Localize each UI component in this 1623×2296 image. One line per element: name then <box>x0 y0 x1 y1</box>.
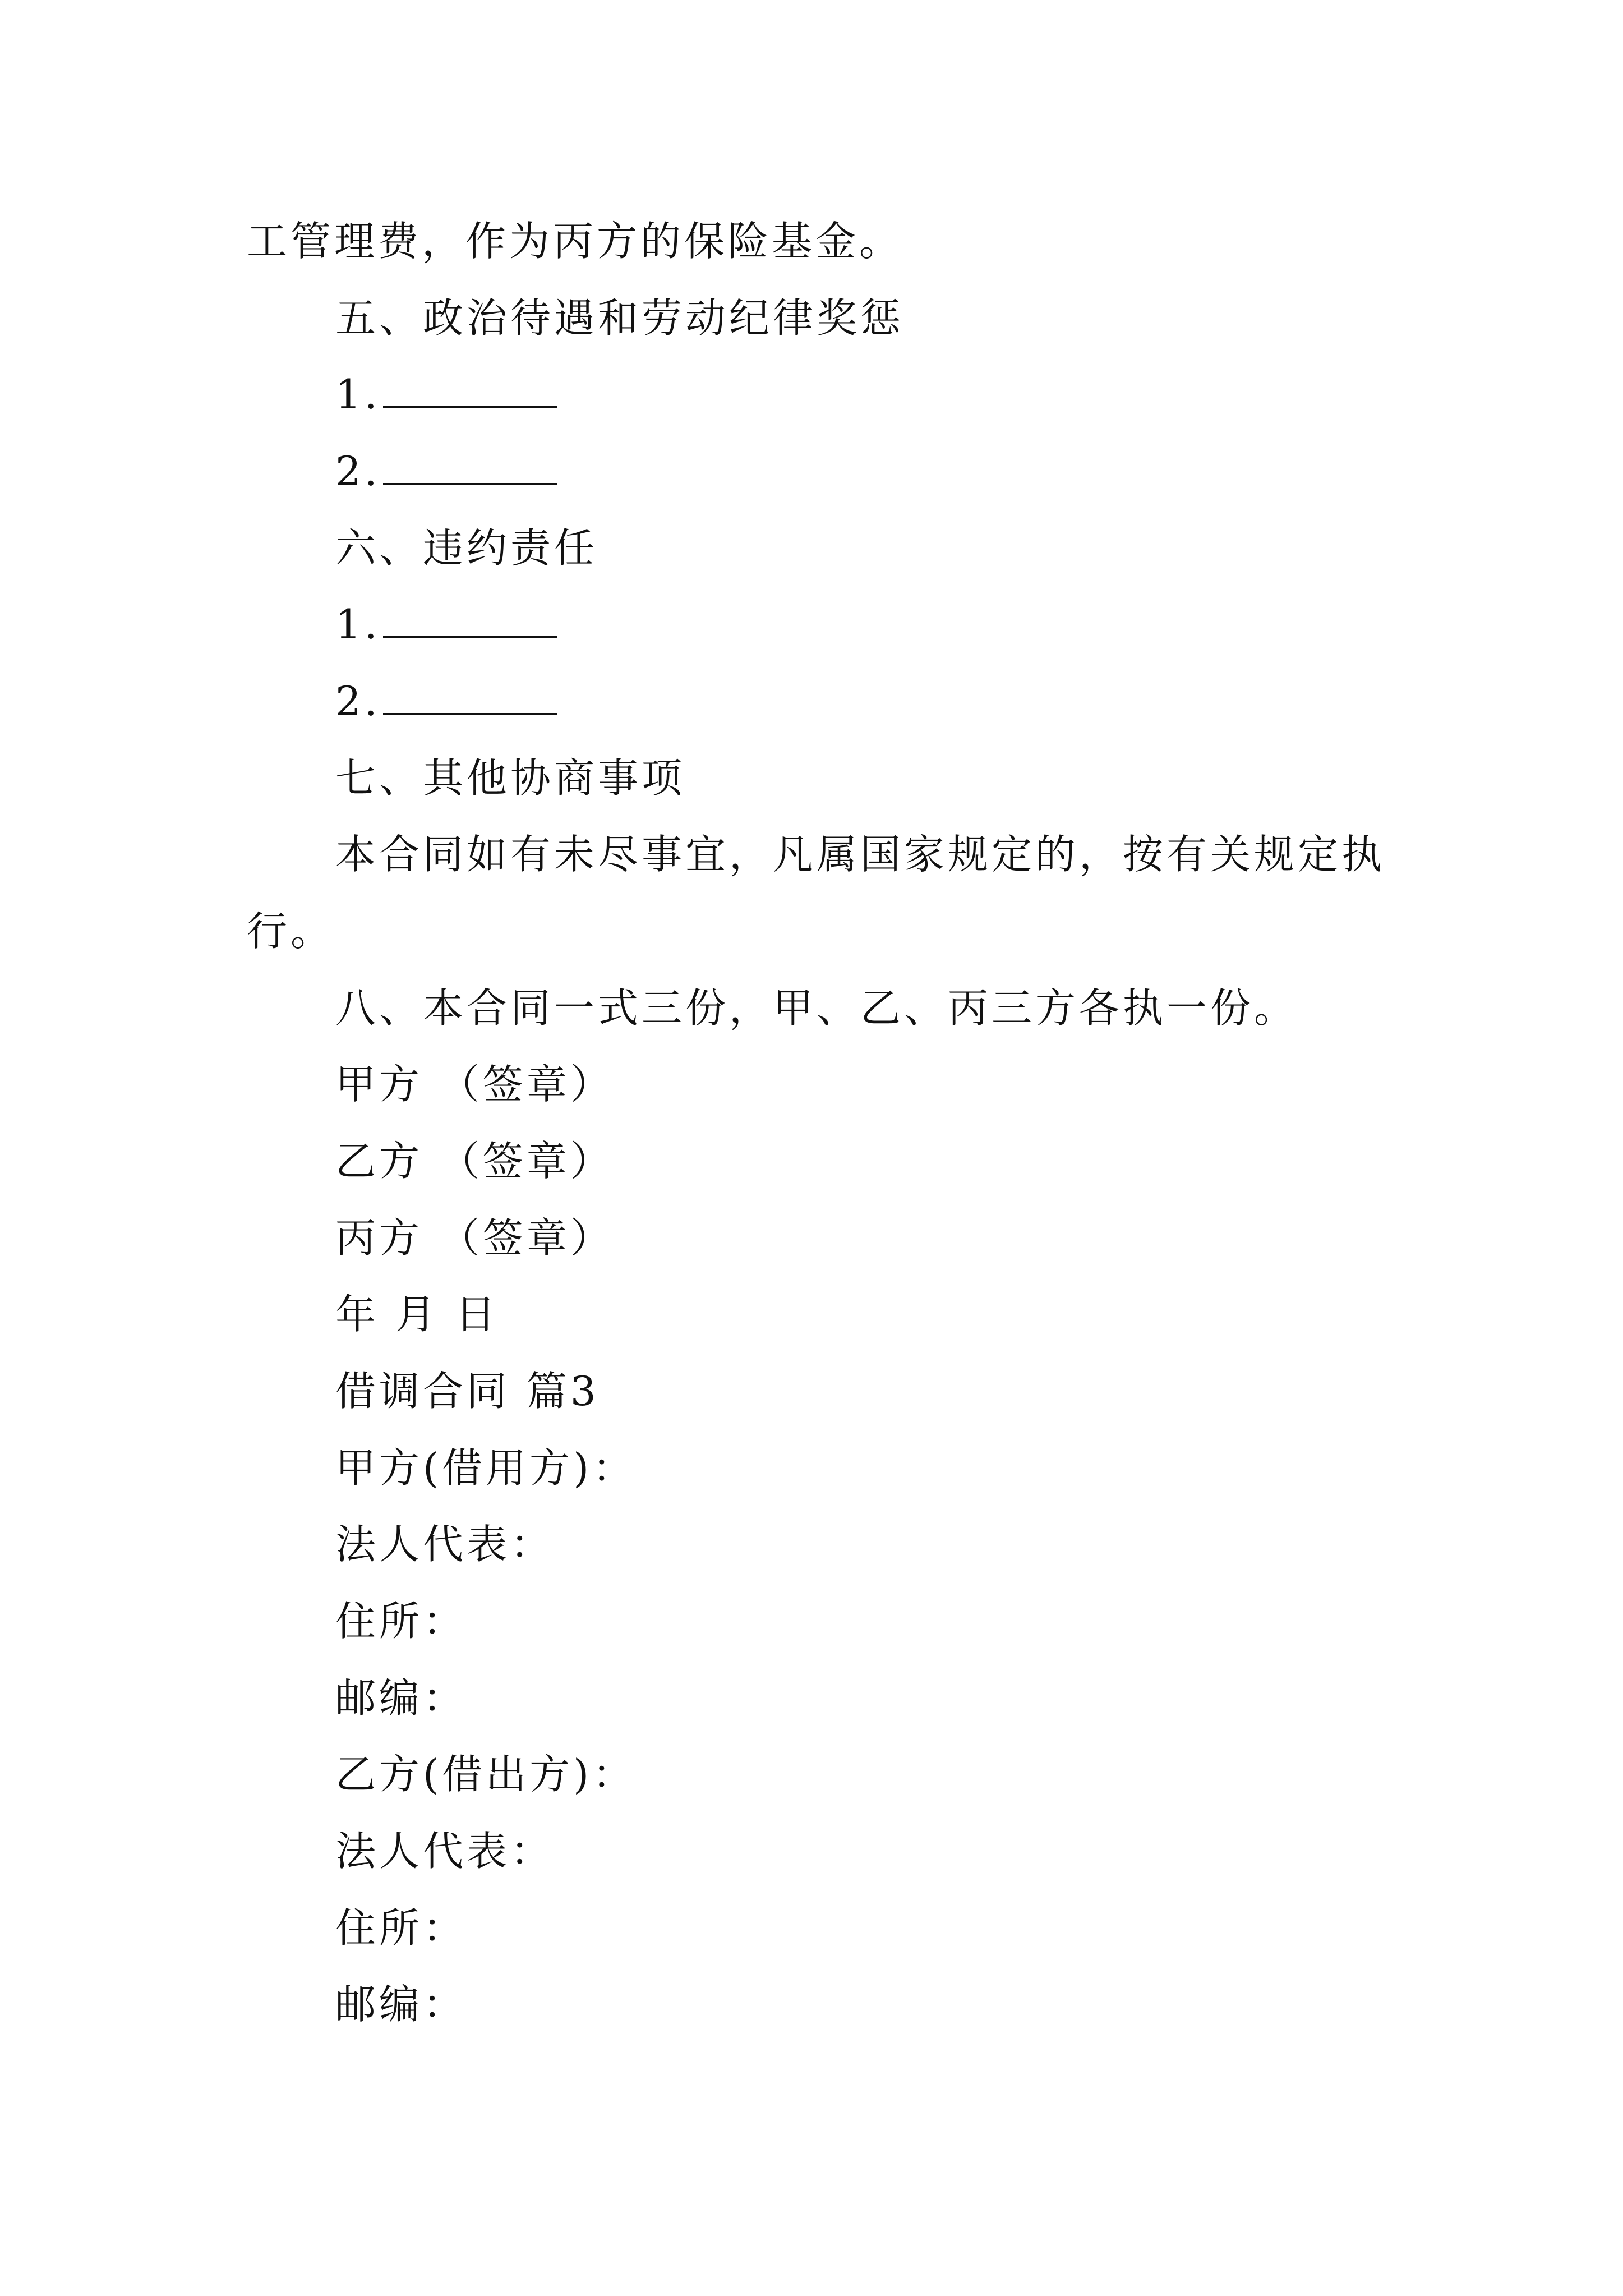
party-a-label: 甲方(借用方)： <box>335 1444 637 1492</box>
item-number: 1. <box>335 601 381 648</box>
party-a-postcode: 邮编： <box>335 1674 467 1722</box>
section-heading-5: 五、政治待遇和劳动纪律奖惩 <box>335 295 905 342</box>
fill-in-blank <box>383 372 557 408</box>
signature-line-party-a: 甲方 （签章） <box>335 1061 614 1108</box>
paragraph-text: 本合同如有未尽事宜，凡属国家规定的，按有关规定执 <box>335 831 1386 878</box>
blank-item-5-2 <box>335 446 557 496</box>
party-b-legal-rep: 法人代表： <box>335 1828 555 1875</box>
party-b-label: 乙方(借出方)： <box>335 1751 637 1798</box>
item-number: 2. <box>335 448 381 495</box>
blank-item-6-2 <box>335 676 557 726</box>
paragraph-continuation: 工管理费，作为丙方的保险基金。 <box>247 218 903 265</box>
blank-item-5-1 <box>335 369 557 420</box>
section-heading-6: 六、违约责任 <box>335 524 598 572</box>
party-a-legal-rep: 法人代表： <box>335 1521 555 1568</box>
signature-line-party-c: 丙方 （签章） <box>335 1214 614 1262</box>
blank-item-6-1 <box>335 599 557 650</box>
item-number: 2. <box>335 678 381 725</box>
fill-in-blank <box>383 449 557 485</box>
signature-line-party-b: 乙方 （签章） <box>335 1138 614 1185</box>
item-number: 1. <box>335 371 381 418</box>
section-heading-7: 七、其他协商事项 <box>335 754 686 802</box>
fill-in-blank <box>383 602 557 638</box>
party-a-address: 住所： <box>335 1598 467 1645</box>
date-line: 年 月 日 <box>335 1291 499 1338</box>
fill-in-blank <box>383 679 557 715</box>
section-heading-8: 八、本合同一式三份，甲、乙、丙三方各执一份。 <box>335 984 1298 1032</box>
contract-title: 借调合同 篇3 <box>335 1368 600 1415</box>
party-b-postcode: 邮编： <box>335 1981 467 2028</box>
paragraph-continuation: 行。 <box>247 908 335 955</box>
party-b-address: 住所： <box>335 1904 467 1952</box>
